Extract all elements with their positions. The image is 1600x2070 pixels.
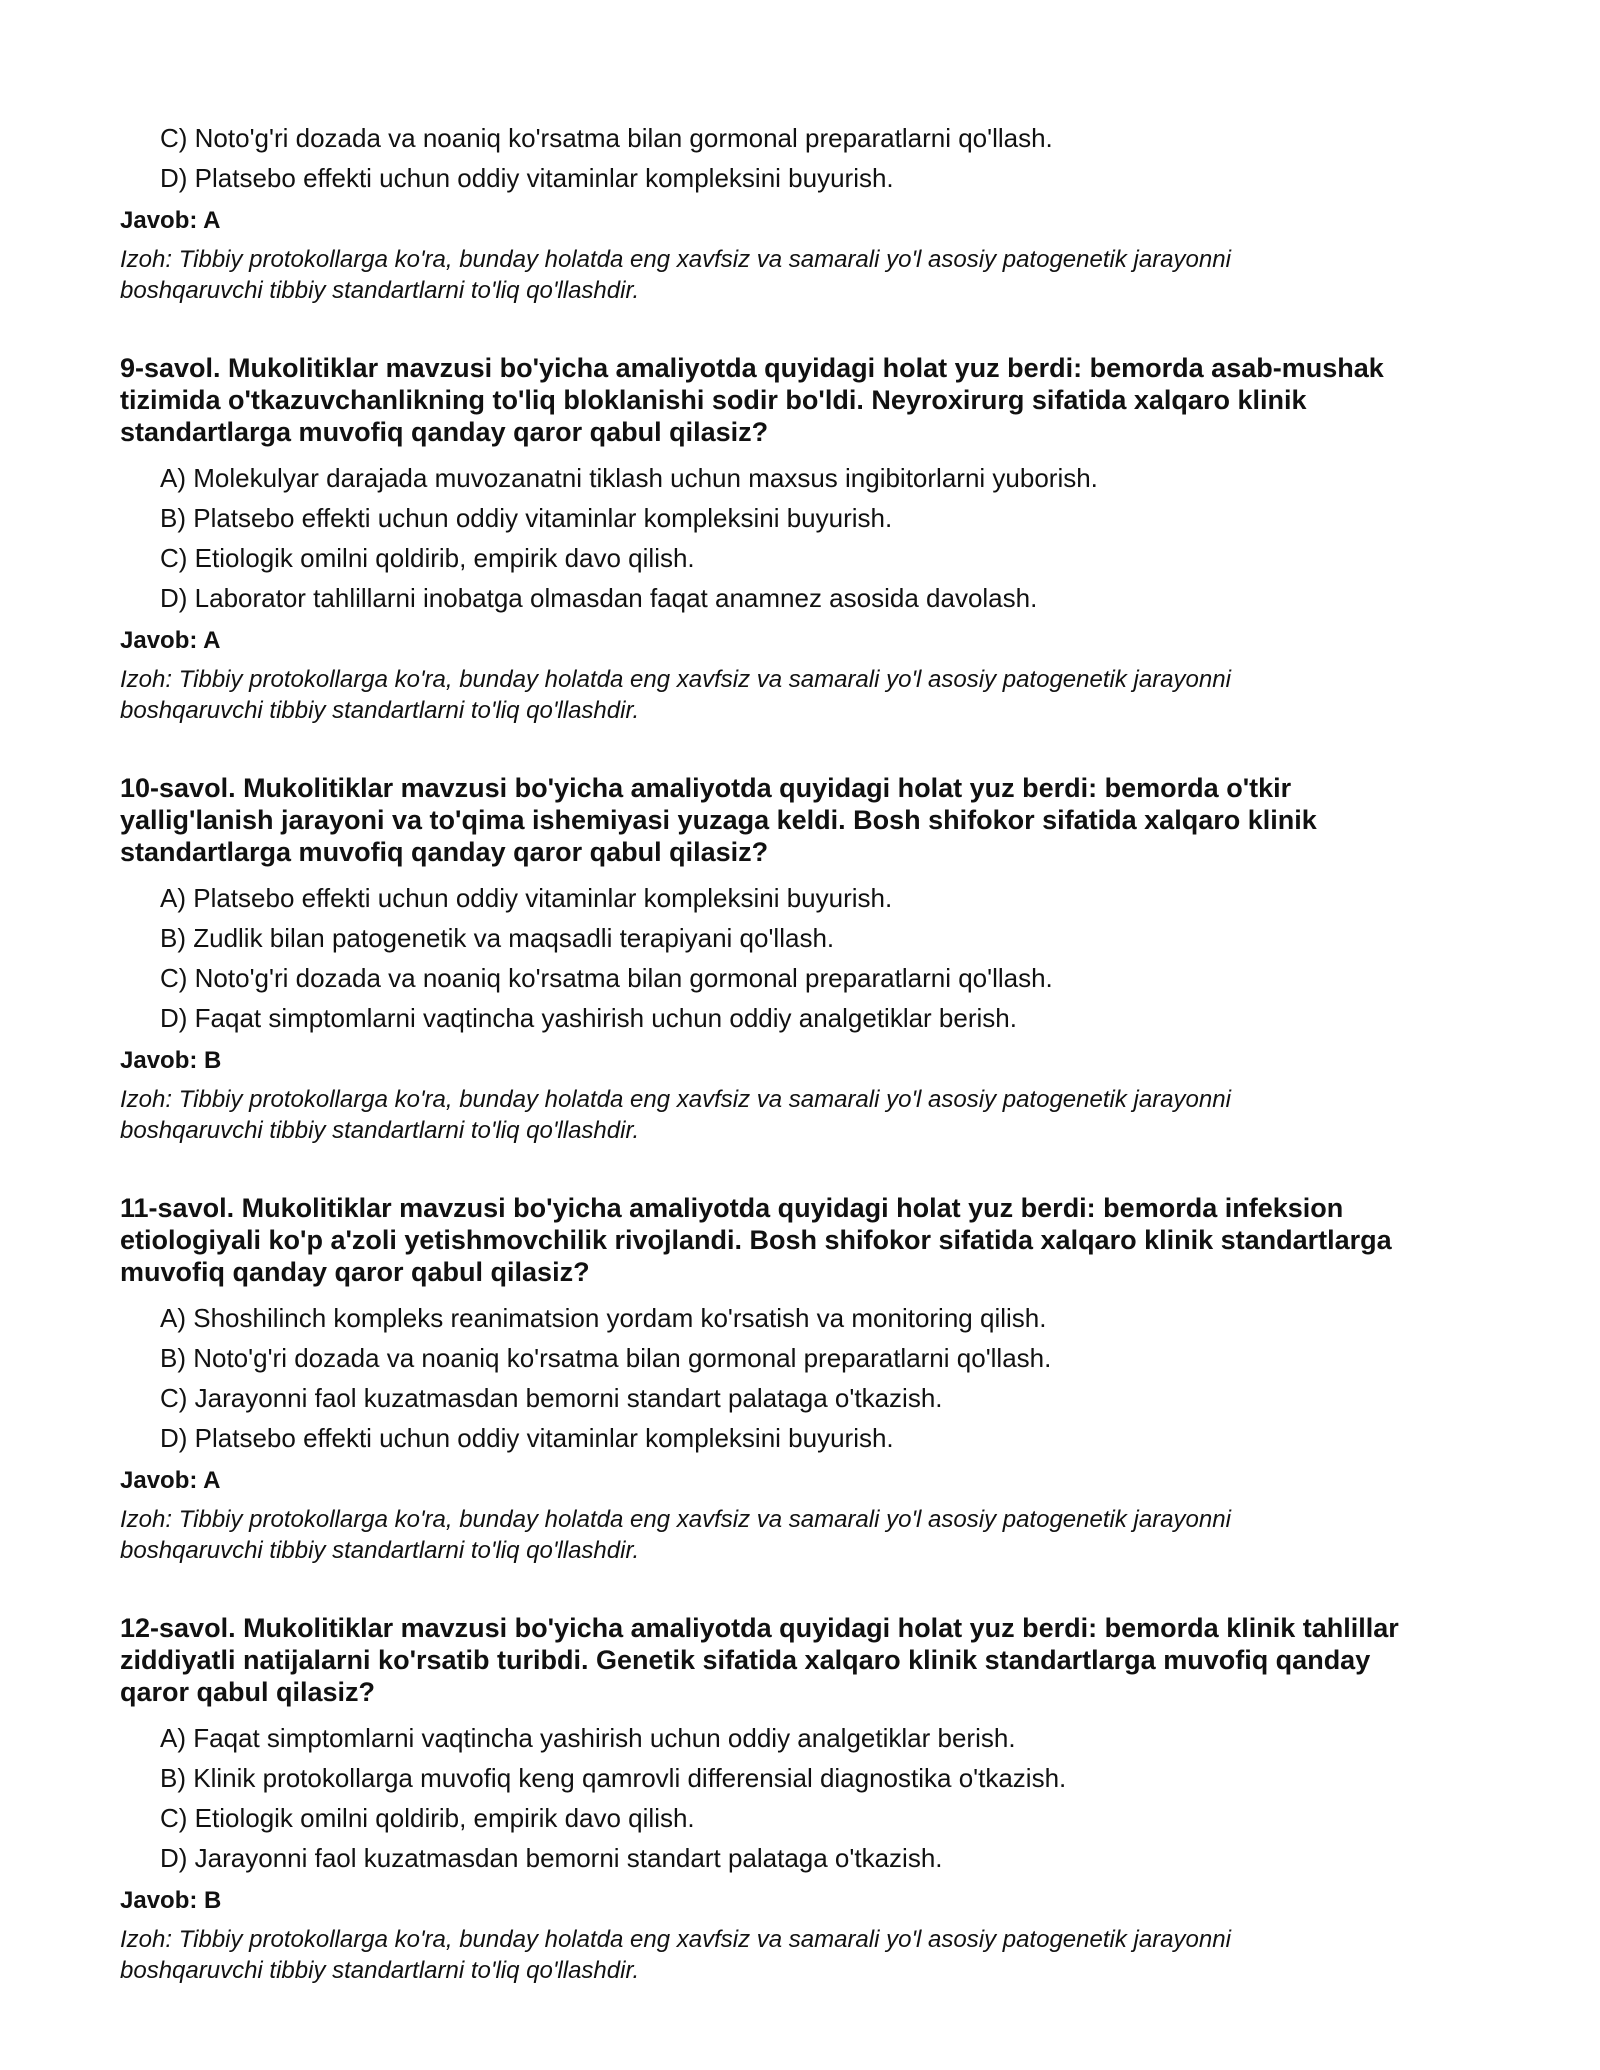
question-line: 12-savol. Mukolitiklar mavzusi bo'yicha amaliyotda quyidagi holat yuz berdi: bemorda klinik tahlillar [120,1613,1399,1643]
option-b: B) Noto'g'ri dozada va noaniq ko'rsatma bilan gormonal preparatlarni qo'llash. [160,1343,1052,1373]
option-c: C) Etiologik omilni qoldirib, empirik davo qilish. [160,543,695,573]
question-line: muvofiq qanday qaror qabul qilasiz? [120,1257,590,1287]
answer-label: Javob: A [120,627,221,654]
explanation-note [120,664,1500,726]
note-line: Izoh: Tibbiy protokollarga ko'ra, bunday holatda eng xavfsiz va samarali yo'l asosiy patogenetik jarayonni [120,1506,1231,1533]
option-b: B) Zudlik bilan patogenetik va maqsadli terapiyani qo'llash. [160,923,835,953]
note-line: Izoh: Tibbiy protokollarga ko'ra, bunday holatda eng xavfsiz va samarali yo'l asosiy patogenetik jarayonni [120,246,1231,273]
question-line: 9-savol. Mukolitiklar mavzusi bo'yicha amaliyotda quyidagi holat yuz berdi: bemorda asab-mushak [120,353,1384,383]
question-line: standartlarga muvofiq qanday qaror qabul qilasiz? [120,417,769,447]
answer-label: Javob: B [120,1047,222,1074]
note-line: Izoh: Tibbiy protokollarga ko'ra, bunday holatda eng xavfsiz va samarali yo'l asosiy patogenetik jarayonni [120,1926,1231,1953]
question-text [120,1612,1500,1708]
note-line: boshqaruvchi tibbiy standartlarni to'liq qo'llashdir. [120,697,640,724]
option-b: B) Klinik protokollarga muvofiq keng qamrovli differensial diagnostika o'tkazish. [160,1763,1067,1793]
option-d: D) Faqat simptomlarni vaqtincha yashirish uchun oddiy analgetiklar berish. [160,1003,1017,1033]
option-a: A) Shoshilinch kompleks reanimatsion yordam ko'rsatish va monitoring qilish. [160,1303,1047,1333]
answer-label: Javob: A [120,207,221,234]
note-line: boshqaruvchi tibbiy standartlarni to'liq qo'llashdir. [120,1957,640,1984]
question-line: ziddiyatli natijalarni ko'rsatib turibdi. Genetik sifatida xalqaro klinik standartlarga muvofiq qanday [120,1645,1371,1675]
question-line: qaror qabul qilasiz? [120,1677,376,1707]
option-a: A) Molekulyar darajada muvozanatni tiklash uchun maxsus ingibitorlarni yuborish. [160,463,1098,493]
explanation-note [120,244,1500,306]
explanation-note [120,1084,1500,1146]
question-text [120,772,1500,868]
option-c: C) Noto'g'ri dozada va noaniq ko'rsatma bilan gormonal preparatlarni qo'llash. [160,123,1053,153]
question-text [120,352,1500,448]
option-d: D) Platsebo effekti uchun oddiy vitaminlar kompleksini buyurish. [160,163,894,193]
option-d: D) Laborator tahlillarni inobatga olmasdan faqat anamnez asosida davolash. [160,583,1038,613]
question-line: yallig'lanish jarayoni va to'qima ishemiyasi yuzaga keldi. Bosh shifokor sifatida xalqaro klinik [120,805,1317,835]
question-9 [120,352,1500,726]
option-c: C) Noto'g'ri dozada va noaniq ko'rsatma bilan gormonal preparatlarni qo'llash. [160,963,1053,993]
question-8-continuation [120,118,1500,306]
note-line: Izoh: Tibbiy protokollarga ko'ra, bunday holatda eng xavfsiz va samarali yo'l asosiy patogenetik jarayonni [120,1086,1231,1113]
document-page [120,118,1500,1986]
answer-label: Javob: B [120,1887,222,1914]
explanation-note [120,1504,1500,1566]
question-text [120,1192,1500,1288]
question-line: standartlarga muvofiq qanday qaror qabul qilasiz? [120,837,769,867]
option-c: C) Etiologik omilni qoldirib, empirik davo qilish. [160,1803,695,1833]
option-d: D) Jarayonni faol kuzatmasdan bemorni standart palataga o'tkazish. [160,1843,943,1873]
option-c: C) Jarayonni faol kuzatmasdan bemorni standart palataga o'tkazish. [160,1383,943,1413]
question-line: 10-savol. Mukolitiklar mavzusi bo'yicha amaliyotda quyidagi holat yuz berdi: bemorda o'tkir [120,773,1292,803]
question-11 [120,1192,1500,1566]
question-line: etiologiyali ko'p a'zoli yetishmovchilik rivojlandi. Bosh shifokor sifatida xalqaro klinik standartlarga [120,1225,1392,1255]
question-10 [120,772,1500,1146]
question-line: 11-savol. Mukolitiklar mavzusi bo'yicha amaliyotda quyidagi holat yuz berdi: bemorda infeksion [120,1193,1344,1223]
note-line: boshqaruvchi tibbiy standartlarni to'liq qo'llashdir. [120,1537,640,1564]
option-a: A) Platsebo effekti uchun oddiy vitaminlar kompleksini buyurish. [160,883,893,913]
option-d: D) Platsebo effekti uchun oddiy vitaminlar kompleksini buyurish. [160,1423,894,1453]
question-line: tizimida o'tkazuvchanlikning to'liq bloklanishi sodir bo'ldi. Neyroxirurg sifatida xalqaro klinik [120,385,1307,415]
note-line: Izoh: Tibbiy protokollarga ko'ra, bunday holatda eng xavfsiz va samarali yo'l asosiy patogenetik jarayonni [120,666,1231,693]
note-line: boshqaruvchi tibbiy standartlarni to'liq qo'llashdir. [120,1117,640,1144]
option-b: B) Platsebo effekti uchun oddiy vitaminlar kompleksini buyurish. [160,503,893,533]
answer-label: Javob: A [120,1467,221,1494]
explanation-note [120,1924,1500,1986]
note-line: boshqaruvchi tibbiy standartlarni to'liq qo'llashdir. [120,277,640,304]
question-12 [120,1612,1500,1986]
option-a: A) Faqat simptomlarni vaqtincha yashirish uchun oddiy analgetiklar berish. [160,1723,1016,1753]
